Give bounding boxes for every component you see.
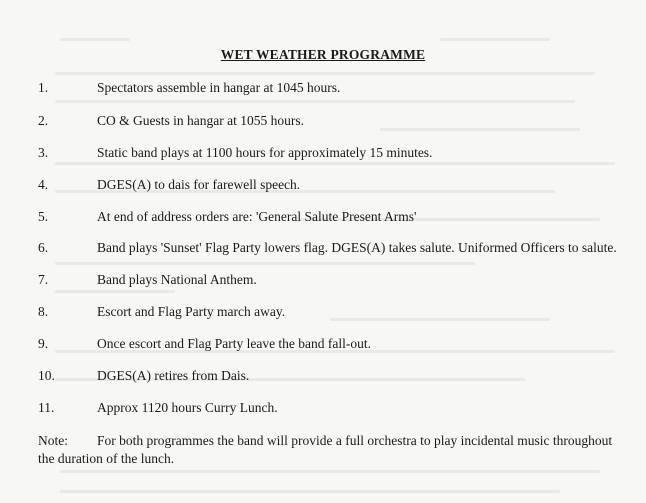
item-text: DGES(A) retires from Dais.: [97, 368, 250, 383]
item-text: Approx 1120 hours Curry Lunch.: [97, 400, 278, 415]
item-text: Static band plays at 1100 hours for approximately 15 minutes.: [97, 145, 433, 160]
item-number: 11.: [38, 400, 55, 415]
programme-title: WET WEATHER PROGRAMME: [220, 47, 426, 62]
note-line: the duration of the lunch.: [38, 451, 175, 466]
item-number: 5.: [38, 209, 49, 224]
item-number: 8.: [38, 304, 49, 319]
item-number: 6.: [38, 240, 49, 255]
note-line: For both programmes the band will provide a full orchestra to play incidental music throughout: [97, 433, 613, 448]
item-text: Once escort and Flag Party leave the band fall-out.: [97, 336, 372, 351]
item-number: 10.: [38, 368, 55, 383]
item-text: At end of address orders are: 'General Salute Present Arms': [97, 209, 417, 224]
item-number: 3.: [38, 145, 49, 160]
item-text: Band plays National Anthem.: [97, 272, 257, 287]
item-number: 2.: [38, 113, 49, 128]
item-number: 9.: [38, 336, 49, 351]
item-number: 4.: [38, 177, 49, 192]
item-text: Spectators assemble in hangar at 1045 hours.: [97, 80, 341, 95]
item-text: Band plays 'Sunset' Flag Party lowers flag. DGES(A) takes salute. Uniformed Officers to salute.: [97, 240, 617, 255]
item-number: 7.: [38, 272, 49, 287]
item-text: Escort and Flag Party march away.: [97, 304, 286, 319]
item-text: DGES(A) to dais for farewell speech.: [97, 177, 301, 192]
note-label: Note:: [38, 433, 68, 448]
item-number: 1.: [38, 80, 49, 95]
item-text: CO & Guests in hangar at 1055 hours.: [97, 113, 304, 128]
